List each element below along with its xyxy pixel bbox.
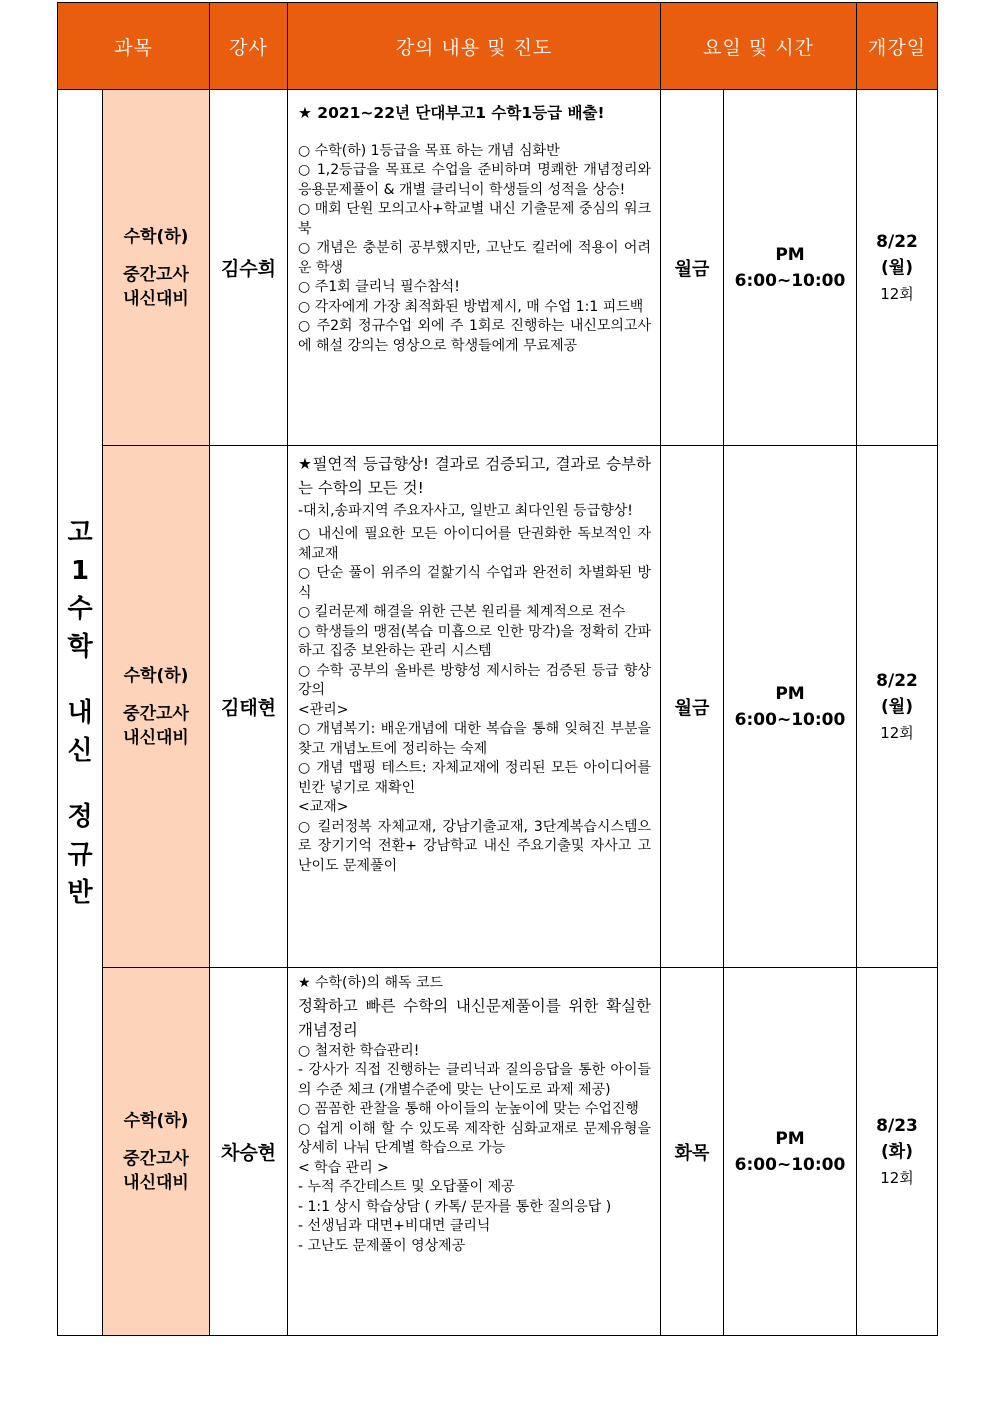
course-content xyxy=(288,446,661,968)
content-line: ○ 쉽게 이해 할 수 있도록 제작한 심화교재로 문제유형을 상세히 나눠 단계별 학습으로 가능 xyxy=(298,1120,651,1156)
content-line: - 누적 주간테스트 및 오답풀이 제공 xyxy=(298,1179,515,1195)
content-line: ○ 매회 단원 모의고사+학교별 내신 기출문제 중심의 워크북 xyxy=(298,201,651,237)
group-char: 내 xyxy=(67,697,93,728)
content-line: ○ 주1회 클리닉 필수참석! xyxy=(298,279,460,295)
group-gap xyxy=(58,666,102,694)
time-period: PM xyxy=(775,244,805,265)
start-cell xyxy=(857,968,938,1336)
content-line: 정확하고 빠른 수학의 내신문제풀이를 위한 확실한 개념정리 xyxy=(298,996,651,1039)
table-row xyxy=(58,90,938,446)
start-weekday: (화) xyxy=(881,1141,913,1162)
content-line: ○ 내신에 필요한 모든 아이디어를 단권화한 독보적인 자체교재 xyxy=(298,526,651,562)
content-line: <관리> xyxy=(298,701,349,718)
header-schedule: 요일 및 시간 xyxy=(661,3,857,90)
content-line: ○ 개념복기: 배운개념에 대한 복습을 통해 잊혀진 부분을 찾고 개념노트에 정리하는 숙제 xyxy=(298,721,651,757)
content-line: - 강사가 직접 진행하는 클리닉과 질의응답을 통한 아이들의 수준 체크 (개별수준에 맞는 난이도로 과제 제공) xyxy=(298,1062,651,1098)
subject-type: 내신대비 xyxy=(123,288,189,309)
content-line: ○ 개념 맵핑 테스트: 자체교재에 정리된 모든 아이디어를 빈칸 넣기로 재확인 xyxy=(298,760,651,796)
content-line: ○ 학생들의 맹점(복습 미흡으로 인한 망각)을 정확히 간파하고 집중 보완하는 관리 시스템 xyxy=(298,623,651,659)
content-line: < 학습 관리 > xyxy=(298,1159,389,1176)
subject-name: 수학(하) xyxy=(123,665,189,686)
content-line: ○ 수학(하) 1등급을 목표 하는 개념 심화반 xyxy=(298,142,560,159)
time-range: 6:00~10:00 xyxy=(734,270,846,291)
course-content xyxy=(288,90,661,446)
course-content xyxy=(288,968,661,1336)
header-row xyxy=(58,3,938,90)
content-line: ○ 주2회 정규수업 외에 주 1회로 진행하는 내신모의고사에 해설 강의는 영상으로 학생들에게 무료제공 xyxy=(298,318,651,354)
content-line: ○ 킬러정복 자체교재, 강남기출교재, 3단계복습시스템으로 장기기억 전환+ 강남학교 내신 주요기출및 자사고 고난이도 문제풀이 xyxy=(298,818,651,874)
content-line: ○ 철저한 학습관리! xyxy=(298,1042,420,1059)
group-char: 학 xyxy=(67,631,93,662)
day-cell: 월금 xyxy=(661,446,724,968)
time-cell xyxy=(724,90,857,446)
group-char: 1 xyxy=(70,555,90,586)
content-line: ○ 단순 풀이 위주의 겉핥기식 수업과 완전히 차별화된 방식 xyxy=(298,565,651,601)
content-line: ○ 각자에게 가장 최적화된 방법제시, 매 수업 1:1 피드백 xyxy=(298,298,644,315)
group-char: 규 xyxy=(67,839,93,870)
start-date: 8/22 xyxy=(876,231,918,252)
content-line: <교재> xyxy=(298,799,349,815)
day-cell: 월금 xyxy=(661,90,724,446)
group-char: 반 xyxy=(67,877,93,908)
content-line: - 1:1 상시 학습상담 ( 카톡/ 문자를 통한 질의응답 ) xyxy=(298,1198,612,1215)
content-line: ○ 개념은 충분히 공부했지만, 고난도 킬러에 적용이 어려운 학생 xyxy=(298,240,651,276)
content-line: - 고난도 문제풀이 영상제공 xyxy=(298,1237,466,1254)
content-line: ○ 킬러문제 해결을 위한 근본 원리를 체계적으로 전수 xyxy=(298,604,626,620)
subject-type: 내신대비 xyxy=(123,1172,189,1193)
content-line: ○ 1,2등급을 목표로 수업을 준비하며 명쾌한 개념정리와 응용문제풀이 & 개별 클리닉이 학생들의 성적을 상승! xyxy=(298,162,651,198)
time-period: PM xyxy=(775,1128,805,1149)
group-char: 정 xyxy=(67,801,93,832)
content-line: -대치,송파지역 주요자사고, 일반고 최다인원 등급향상! xyxy=(298,503,633,519)
start-cell xyxy=(857,90,938,446)
subject-exam: 중간고사 xyxy=(123,703,189,724)
group-char: 신 xyxy=(67,735,93,766)
header-content: 강의 내용 및 진도 xyxy=(288,3,661,90)
subject-cell xyxy=(103,968,210,1336)
time-period: PM xyxy=(775,683,805,704)
content-line: ○ 꼼꼼한 관찰을 통해 아이들의 눈높이에 맞는 수업진행 xyxy=(298,1101,639,1117)
table-row xyxy=(58,968,938,1336)
start-date: 8/23 xyxy=(876,1115,918,1136)
content-headline: ★필연적 등급향상! 결과로 검증되고, 결과로 승부하는 수학의 모든 것! xyxy=(298,455,651,497)
content-line: - 선생님과 대면+비대면 클리닉 xyxy=(298,1218,491,1234)
schedule-table xyxy=(57,2,938,1336)
subject-cell xyxy=(103,446,210,968)
table-row xyxy=(58,446,938,968)
start-cell xyxy=(857,446,938,968)
day-cell: 화목 xyxy=(661,968,724,1336)
content-headline: ★ 수학(하)의 해독 코드 xyxy=(298,975,444,991)
subject-exam: 중간고사 xyxy=(123,1148,189,1169)
session-count: 12회 xyxy=(880,1168,914,1187)
time-range: 6:00~10:00 xyxy=(734,709,846,730)
start-date: 8/22 xyxy=(876,670,918,691)
session-count: 12회 xyxy=(880,284,914,303)
subject-name: 수학(하) xyxy=(123,226,189,247)
time-cell xyxy=(724,446,857,968)
group-label xyxy=(58,90,103,1336)
content-line: ○ 수학 공부의 올바른 방향성 제시하는 검증된 등급 향상 강의 xyxy=(298,662,651,698)
session-count: 12회 xyxy=(880,723,914,742)
subject-name: 수학(하) xyxy=(123,1110,189,1131)
group-gap xyxy=(58,770,102,798)
time-cell xyxy=(724,968,857,1336)
start-weekday: (월) xyxy=(881,257,913,278)
teacher-name: 김태현 xyxy=(210,446,288,968)
subject-type: 내신대비 xyxy=(123,727,189,748)
content-headline: ★ 2021~22년 단대부고1 수학1등급 배출! xyxy=(298,104,605,122)
header-subject: 과목 xyxy=(58,3,210,90)
group-char: 수 xyxy=(67,593,93,624)
teacher-name: 김수희 xyxy=(210,90,288,446)
header-teacher: 강사 xyxy=(210,3,288,90)
group-char: 고 xyxy=(67,517,93,548)
subject-exam: 중간고사 xyxy=(123,264,189,285)
time-range: 6:00~10:00 xyxy=(734,1154,846,1175)
header-start: 개강일 xyxy=(857,3,938,90)
subject-cell xyxy=(103,90,210,446)
start-weekday: (월) xyxy=(881,696,913,717)
teacher-name: 차승현 xyxy=(210,968,288,1336)
